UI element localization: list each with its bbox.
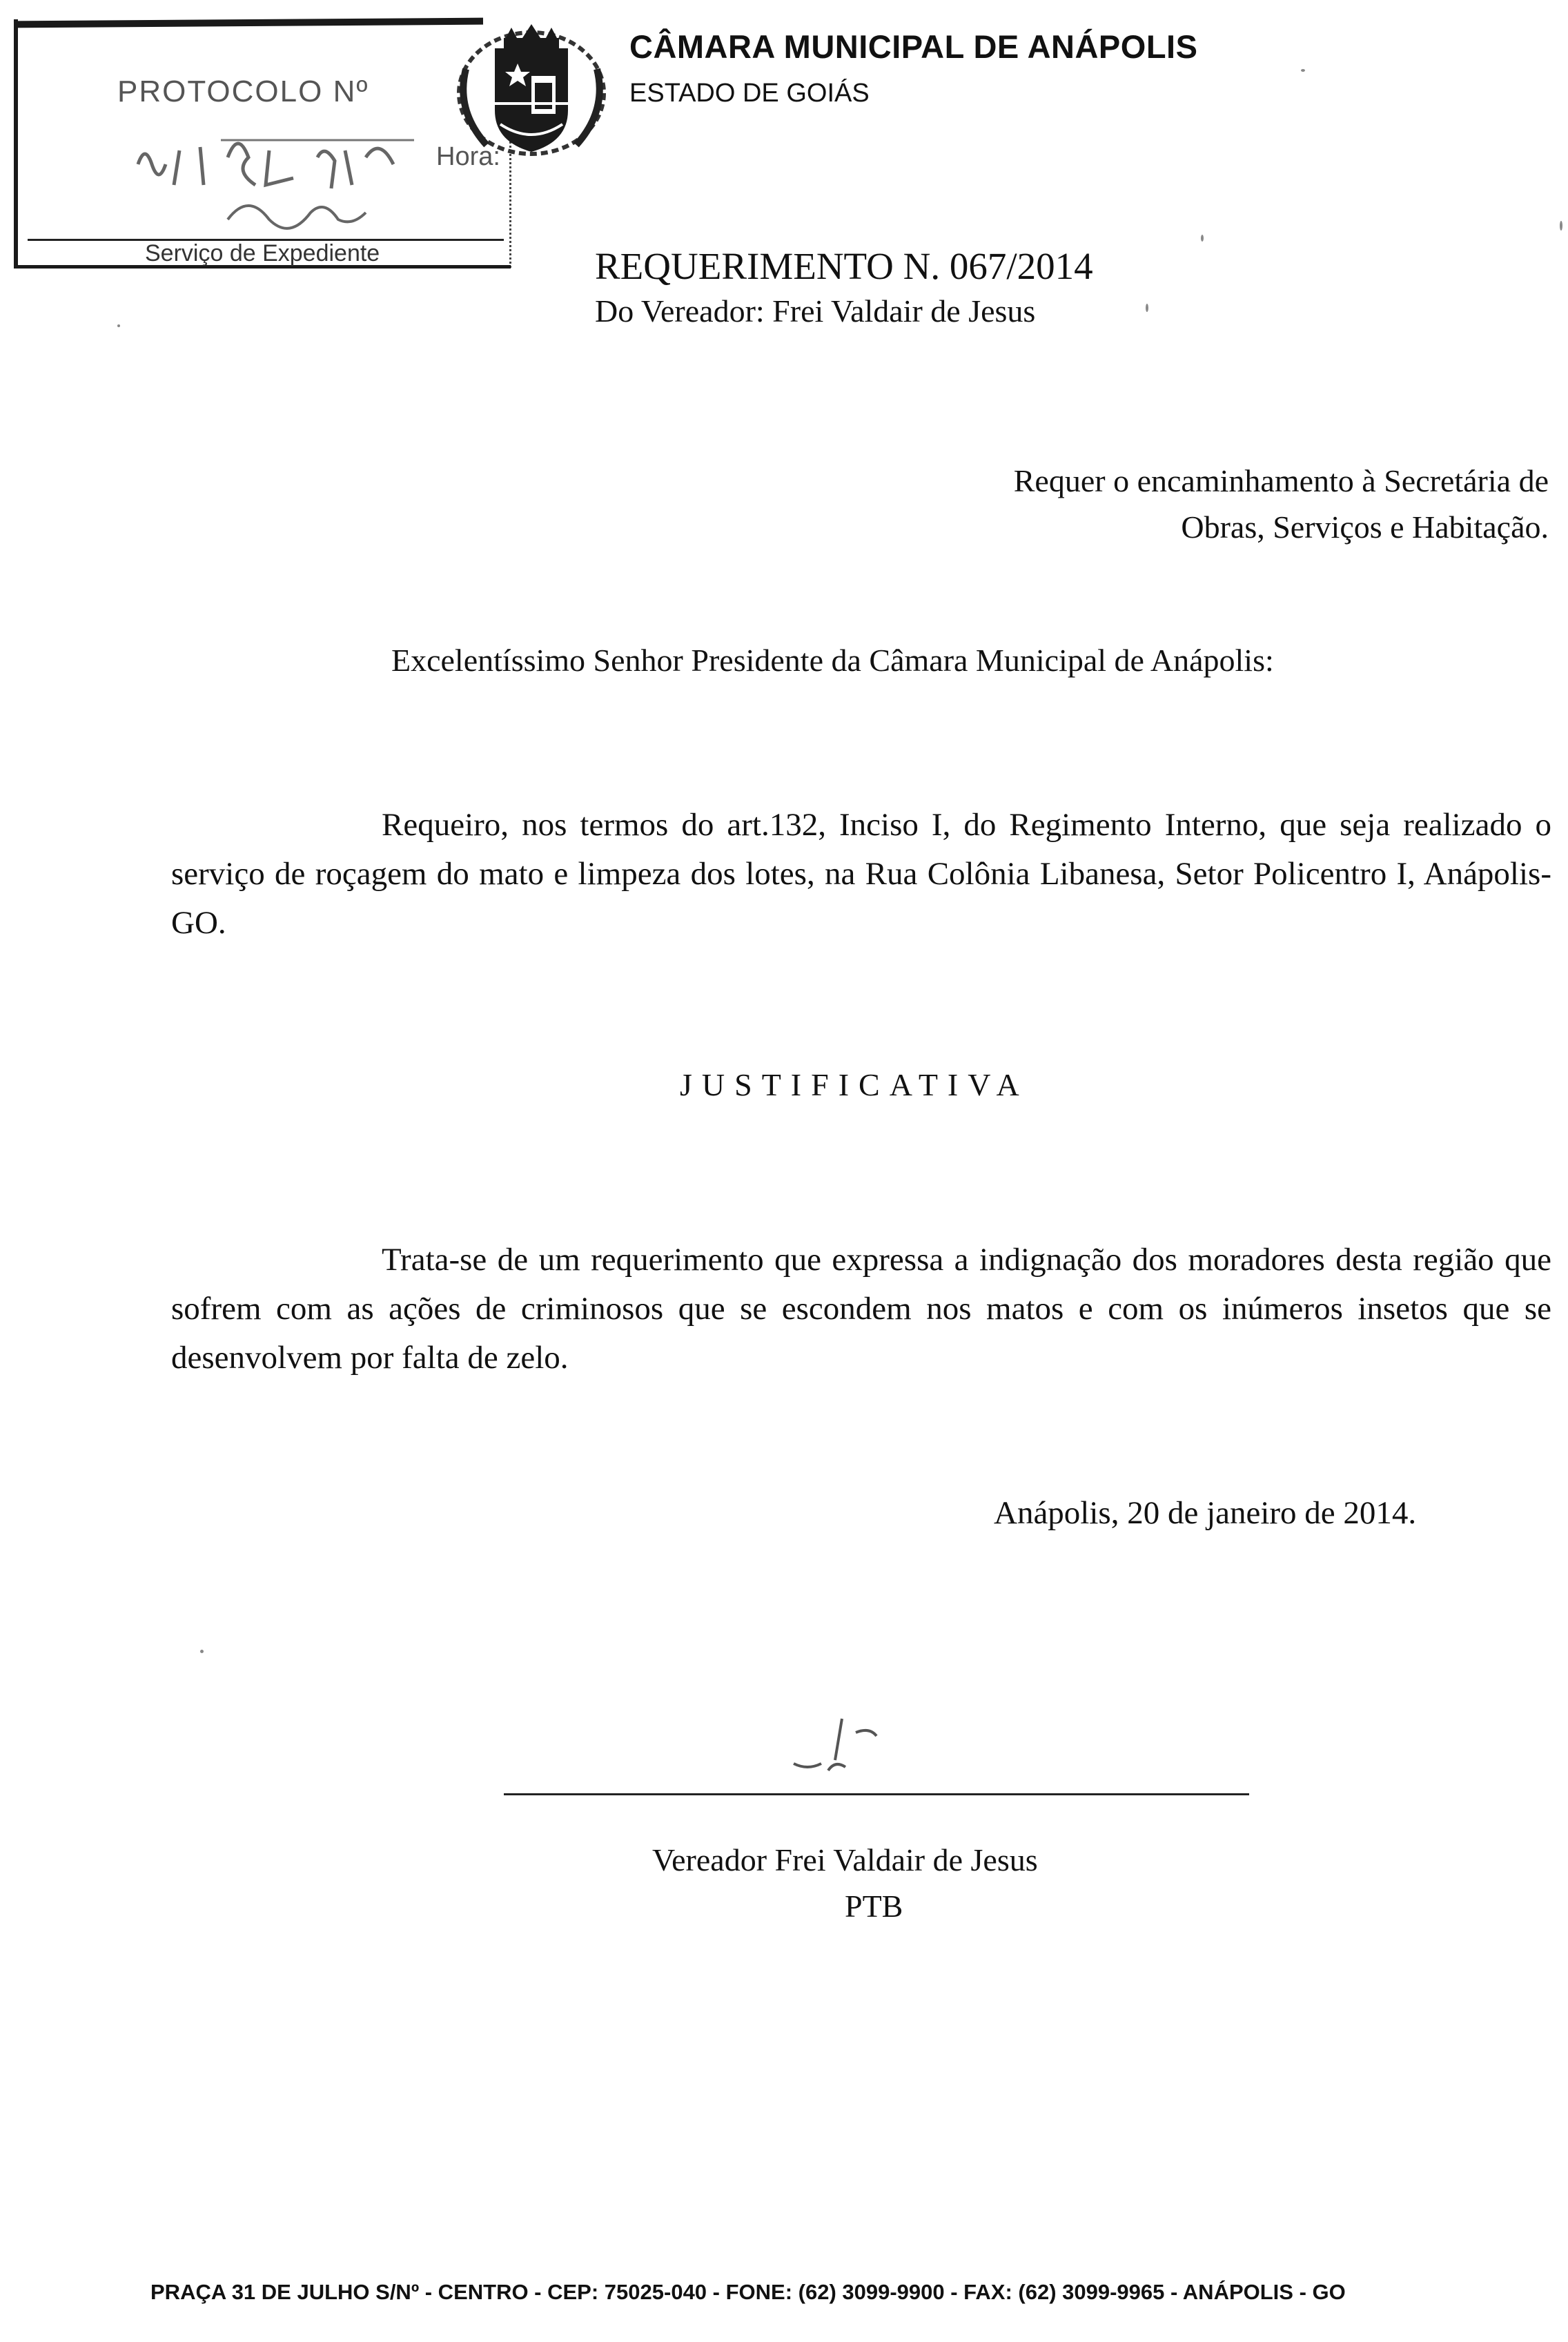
salutation: Excelentíssimo Senhor Presidente da Câmara Municipal de Anápolis: — [391, 643, 1274, 678]
stamp-border-left — [14, 19, 18, 268]
requerimento-author: Do Vereador: Frei Valdair de Jesus — [595, 293, 1036, 329]
stamp-servico-label: Serviço de Expediente — [145, 240, 380, 266]
justification-heading: JUSTIFICATIVA — [680, 1067, 1029, 1102]
coat-of-arms-icon — [452, 21, 611, 166]
summary-line-2: Obras, Serviços e Habitação. — [1181, 509, 1549, 545]
stamp-protocolo-label: PROTOCOLO Nº — [117, 75, 369, 108]
date-line: Anápolis, 20 de janeiro de 2014. — [994, 1495, 1417, 1531]
scan-speck — [117, 324, 120, 327]
stamp-handwriting — [110, 109, 497, 247]
summary-line-1: Requer o encaminhamento à Secretária de — [1013, 463, 1549, 498]
state-subtitle: ESTADO DE GOIÁS — [629, 79, 870, 108]
justification-paragraph: Trata-se de um requerimento que expressa a indignação dos moradores desta região que sofrem com as ações de criminosos que se escondem nos matos e com os inúmeros insetos que se desenvolvem por falta de zelo. — [171, 1242, 1551, 1376]
protocol-stamp — [14, 19, 511, 268]
handwritten-signature — [752, 1705, 918, 1788]
footer-address: PRAÇA 31 DE JULHO S/Nº - CENTRO - CEP: 75025-040 - FONE: (62) 3099-9900 - FAX: (62) 3099-9965 - ANÁPOLIS - GO — [150, 2280, 1346, 2304]
scan-speck — [1146, 304, 1148, 312]
scan-speck — [1201, 235, 1204, 242]
requerimento-number: REQUERIMENTO N. 067/2014 — [595, 245, 1093, 287]
scan-speck — [1560, 221, 1562, 231]
request-paragraph: Requeiro, nos termos do art.132, Inciso I, do Regimento Interno, que seja realizado o serviço de roçagem do mato e limpeza dos lotes, na Rua Colônia Libanesa, Setor Policentro I, Anápolis-GO. — [171, 807, 1551, 941]
signature-line — [504, 1793, 1249, 1795]
stamp-border-top — [14, 18, 483, 28]
signatory-party: PTB — [845, 1889, 903, 1924]
scan-speck — [1301, 69, 1305, 72]
scan-speck — [200, 1650, 204, 1653]
stamp-hora-label: Hora: — [436, 142, 500, 171]
signatory-name: Vereador Frei Valdair de Jesus — [652, 1842, 1038, 1877]
institution-title: CÂMARA MUNICIPAL DE ANÁPOLIS — [629, 28, 1198, 65]
